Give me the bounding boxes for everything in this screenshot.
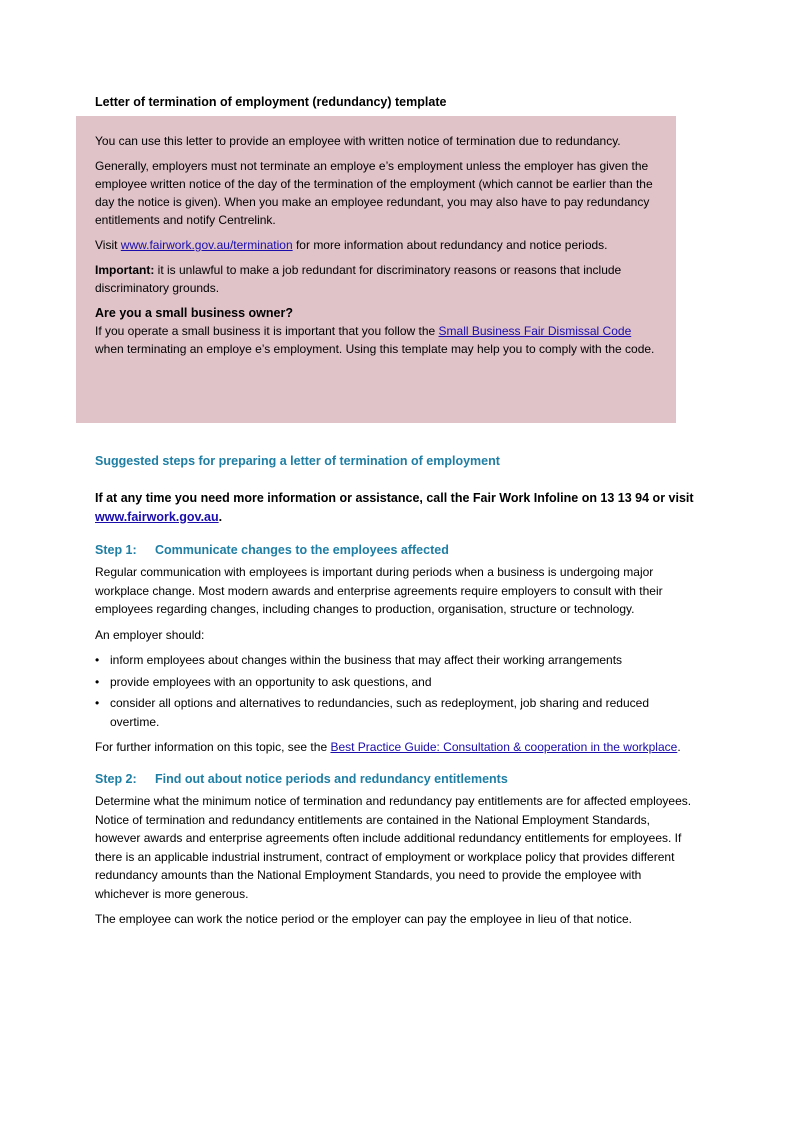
info-box <box>76 116 676 423</box>
info-box-content <box>95 132 661 365</box>
step2-paragraph-1: Determine what the minimum notice of termination and redundancy pay entitlements are for affected employees. Notice of termination and redundancy entitlements are contained in the National Employment Standards, however awards and enterprise agreements often include additional redundancy entitlements for employees. If there is an applicable industrial instrument, contract of employment or workplace policy that provides different redundancy amounts than the National Employment Standards, you need to provide the employee with whichever is more generous. <box>95 794 692 901</box>
step1-heading <box>95 541 695 560</box>
step1-further-info <box>95 738 695 757</box>
infoline-notice <box>95 489 695 527</box>
important-label: Important: <box>95 263 155 277</box>
small-business-code-link[interactable]: Small Business Fair Dismissal Code <box>438 324 632 338</box>
further-prefix: For further information on this topic, see the <box>95 740 331 754</box>
step1-bullet-list <box>95 651 695 731</box>
small-prefix: If you operate a small business it is important that you follow the <box>95 324 439 338</box>
list-item <box>95 694 695 731</box>
step1-paragraph-2: An employer should: <box>95 627 205 642</box>
step2-number: Step 2: <box>95 771 137 786</box>
step1-title: Communicate changes to the employees affected <box>155 542 449 557</box>
further-suffix: . <box>677 740 681 754</box>
step1-paragraph-1: Regular communication with employees is important during periods when a business is undergoing major workplace change. Most modern awards and enterprise agreements require employers to consult with their employees regarding changes, including changes to production, organisation, structure or technology. <box>95 565 663 616</box>
suggested-steps-heading: Suggested steps for preparing a letter of termination of employment <box>95 454 500 468</box>
list-item-text: consider all options and alternatives to redundancies, such as redeployment, job sharing and reduced overtime. <box>110 696 650 729</box>
info-paragraph-generally: Generally, employers must not terminate an employe e’s employment unless the employer has given the employee written notice of the day of the termination of the employment (which cannot be earlier than the day the notice is given). When you make an employee redundant, you may also have to pay redundancy entitlements and notify Centrelink. <box>95 159 653 227</box>
info-paragraph-small-business <box>95 322 661 358</box>
step2-paragraph-2: The employee can work the notice period or the employer can pay the employee in lieu of that notice. <box>95 912 632 926</box>
main-content <box>95 452 695 936</box>
visit-suffix: for more information about redundancy and notice periods. <box>292 238 608 252</box>
bullet-icon: • <box>95 674 100 689</box>
bullet-icon: • <box>95 696 100 710</box>
infoline-suffix: . <box>218 509 223 524</box>
step2-heading <box>95 770 695 789</box>
visit-prefix: Visit <box>95 238 121 252</box>
info-paragraph-intro: You can use this letter to provide an employee with written notice of termination due to redundancy. <box>95 134 621 148</box>
list-item-text: inform employees about changes within the business that may affect their working arrangements <box>110 653 623 667</box>
fairwork-link[interactable]: www.fairwork.gov.au <box>95 509 219 524</box>
small-business-question: Are you a small business owner? <box>95 306 293 320</box>
bullet-icon: • <box>95 653 100 667</box>
infoline-prefix: If at any time you need more information or assistance, call the Fair Work Infoline on 13 13 94 or visit <box>95 490 694 505</box>
small-suffix: when terminating an employe e’s employment. Using this template may help you to comply with the code. <box>95 342 655 356</box>
document-title: Letter of termination of employment (redundancy) template <box>95 95 447 109</box>
info-paragraph-important <box>95 261 661 297</box>
step2-title: Find out about notice periods and redundancy entitlements <box>155 771 508 786</box>
step1-number: Step 1: <box>95 542 137 557</box>
list-item-text: provide employees with an opportunity to ask questions, and <box>110 674 432 689</box>
fairwork-termination-link[interactable]: www.fairwork.gov.au/termination <box>120 238 293 252</box>
info-paragraph-visit <box>95 236 661 254</box>
list-item <box>95 673 695 692</box>
best-practice-guide-link[interactable]: Best Practice Guide: Consultation & cooperation in the workplace <box>330 740 678 754</box>
important-text: it is unlawful to make a job redundant for discriminatory reasons or reasons that include discriminatory grounds. <box>95 263 622 295</box>
list-item <box>95 651 695 670</box>
